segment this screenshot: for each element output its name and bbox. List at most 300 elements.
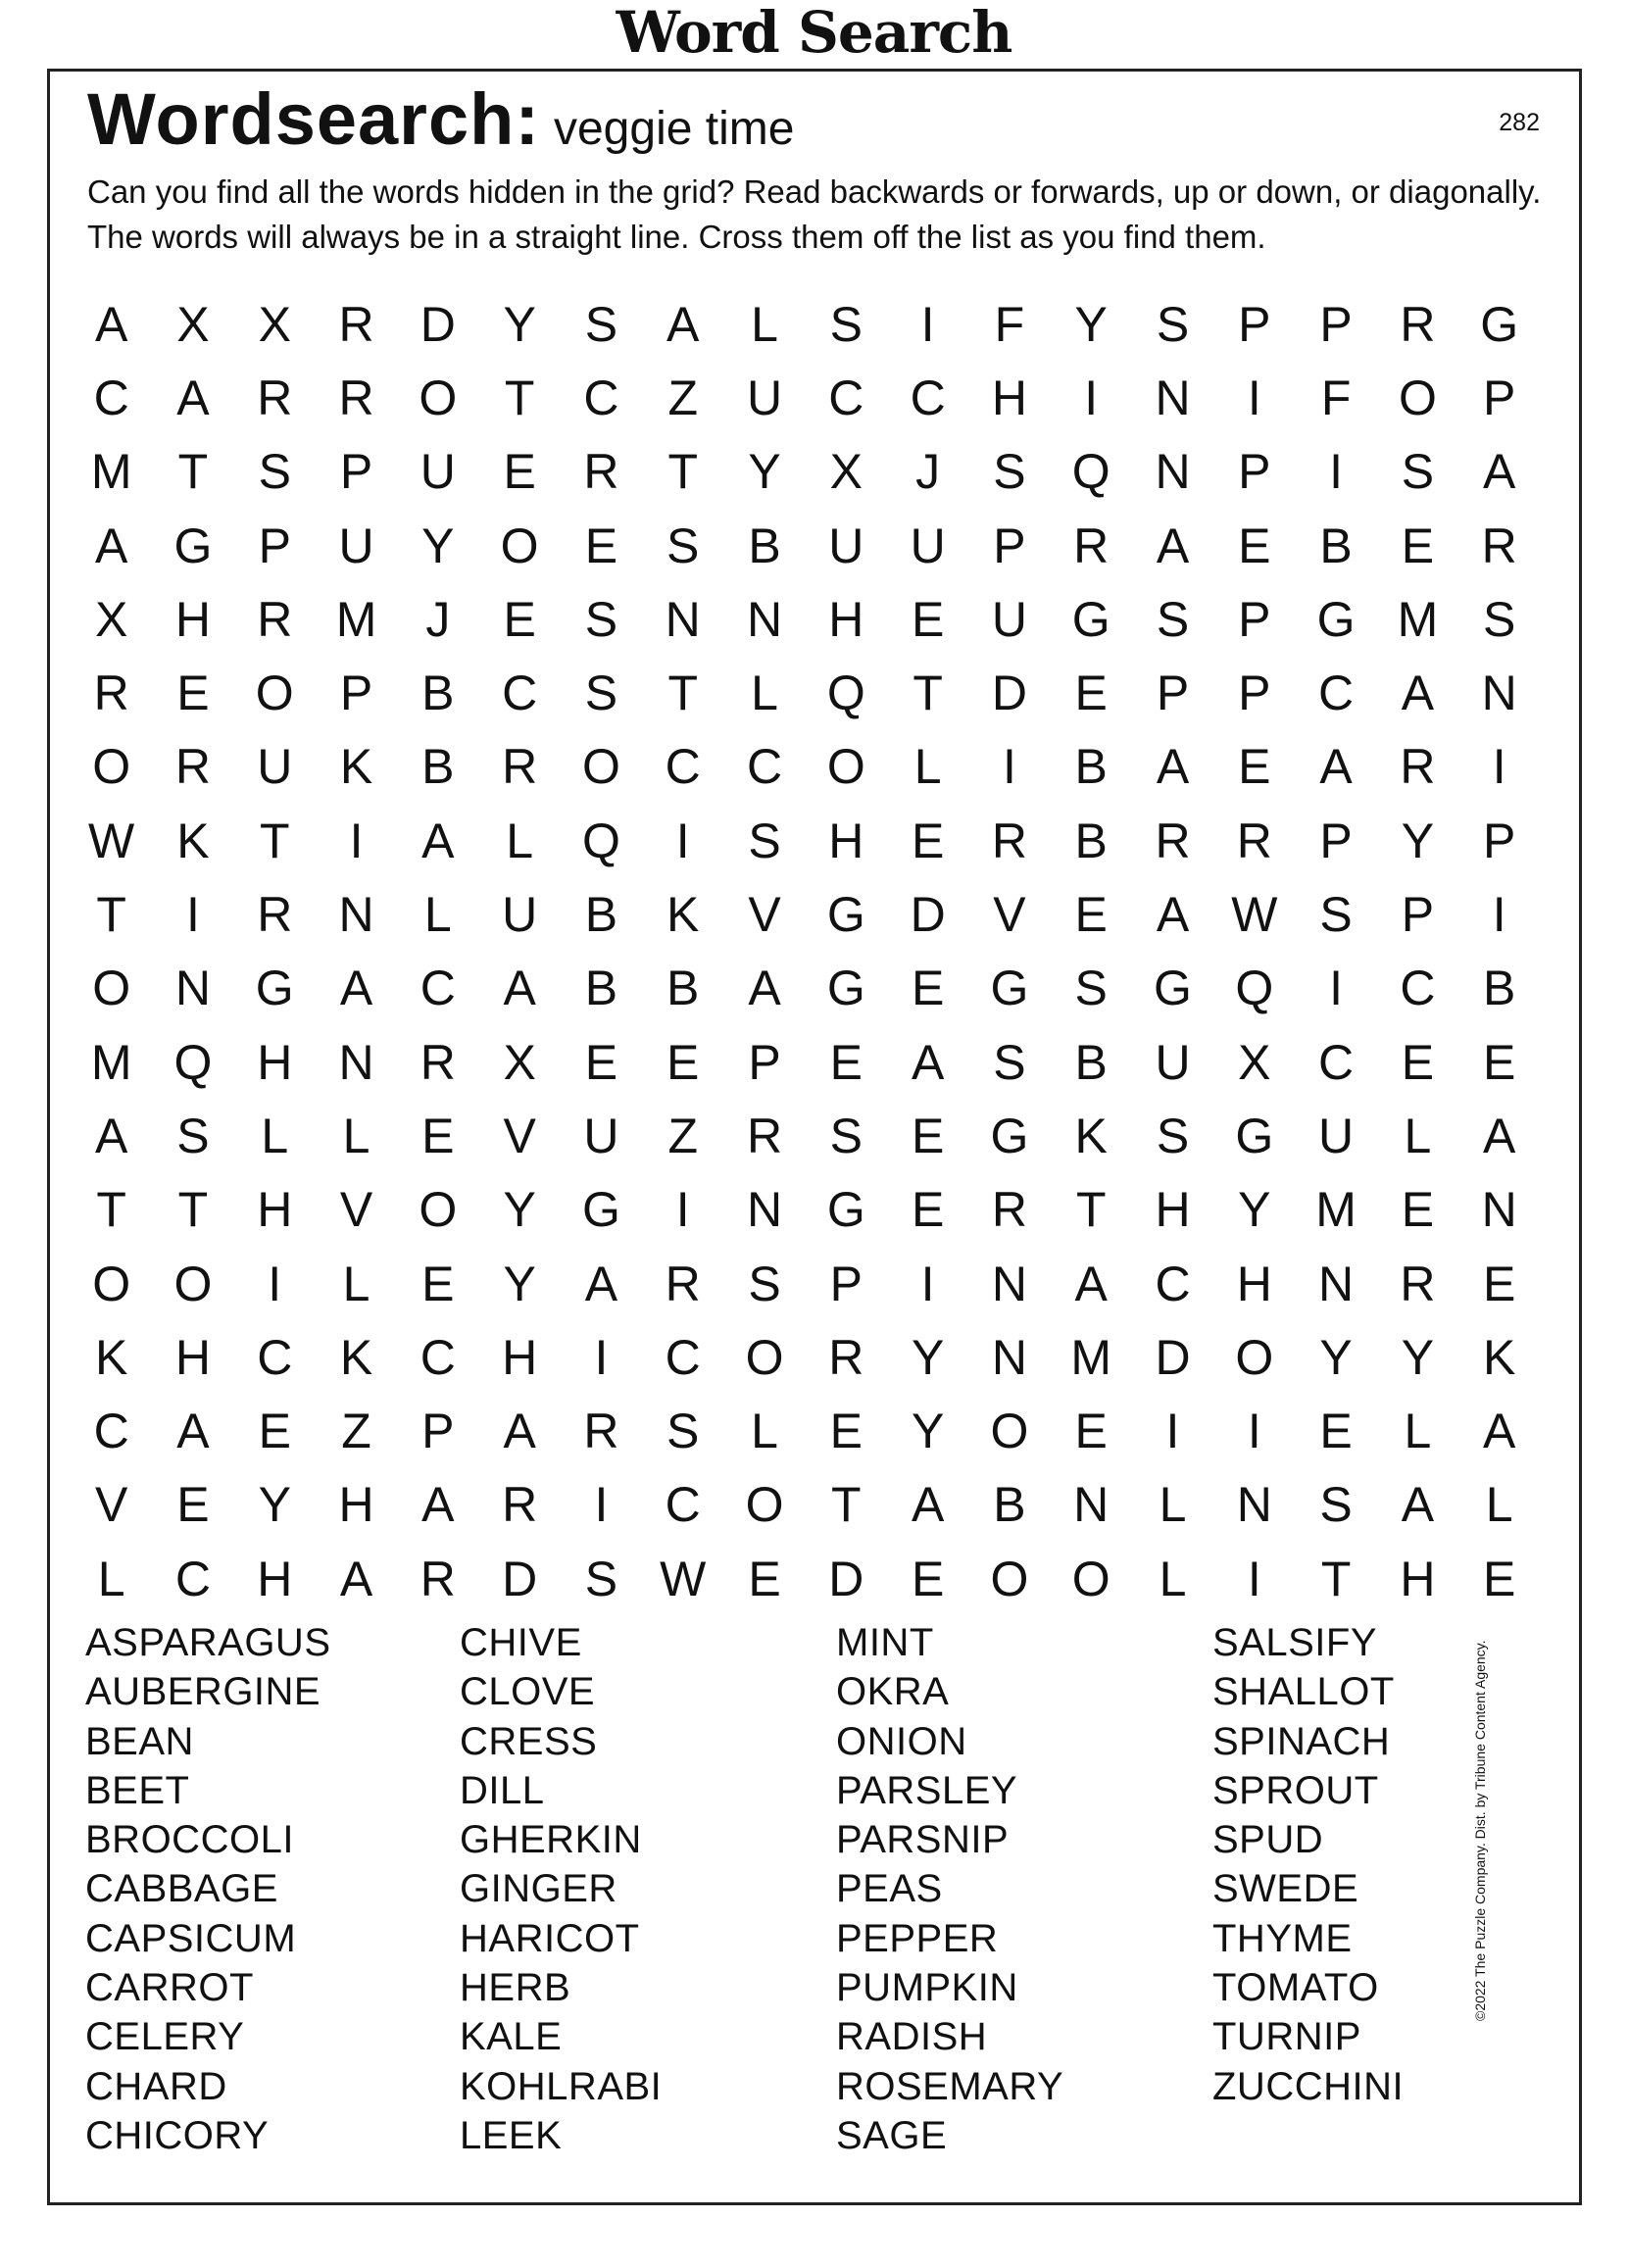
grid-cell[interactable]: R [257,591,293,647]
grid-cell[interactable]: I [1247,1551,1261,1606]
grid-cell[interactable]: N [746,1182,783,1238]
grid-cell[interactable]: N [991,1256,1027,1311]
grid-cell[interactable]: I [1492,739,1506,795]
grid-cell[interactable]: D [502,1551,538,1606]
grid-cell[interactable]: B [1074,1034,1108,1090]
grid-cell[interactable]: G [990,1108,1029,1163]
grid-cell[interactable]: R [1481,518,1517,573]
grid-cell[interactable]: S [584,591,618,647]
word-list-item[interactable]: AUBERGINE [85,1670,321,1714]
grid-cell[interactable]: T [1075,1182,1107,1238]
grid-cell[interactable]: O [990,1551,1029,1606]
grid-cell[interactable]: Z [667,370,698,425]
grid-cell[interactable]: L [1404,1404,1432,1459]
grid-cell[interactable]: L [751,1404,778,1459]
grid-cell[interactable]: R [419,1551,456,1606]
grid-cell[interactable]: B [1319,518,1353,573]
grid-cell[interactable]: E [584,518,618,573]
grid-cell[interactable]: L [342,1256,370,1311]
grid-cell[interactable]: T [913,666,943,721]
grid-cell[interactable]: G [173,518,213,573]
grid-cell[interactable]: P [1156,666,1190,721]
grid-cell[interactable]: D [1155,1329,1191,1385]
grid-cell[interactable]: R [991,1182,1027,1238]
word-list-item[interactable]: CAPSICUM [85,1916,297,1960]
grid-cell[interactable]: Y [1074,296,1108,352]
grid-cell[interactable]: G [826,887,865,943]
grid-cell[interactable]: E [1319,1404,1353,1459]
grid-cell[interactable]: C [665,1477,701,1533]
grid-cell[interactable]: L [97,1551,125,1606]
grid-cell[interactable]: C [583,370,619,425]
grid-cell[interactable]: A [1401,666,1435,721]
grid-cell[interactable]: A [1483,1108,1516,1163]
word-list-item[interactable]: SALSIFY [1212,1621,1378,1664]
grid-cell[interactable]: L [423,887,452,943]
grid-cell[interactable]: Y [911,1329,945,1385]
grid-cell[interactable]: O [255,666,294,721]
grid-cell[interactable]: E [421,1256,455,1311]
grid-cell[interactable]: A [748,961,781,1016]
grid-cell[interactable]: Q [1235,961,1274,1016]
grid-cell[interactable]: M [1315,1182,1357,1238]
grid-cell[interactable]: I [1247,1404,1261,1459]
grid-cell[interactable]: V [94,1477,128,1533]
grid-cell[interactable]: N [991,1329,1027,1385]
grid-cell[interactable]: X [258,296,291,352]
grid-cell[interactable]: Y [258,1477,291,1533]
grid-cell[interactable]: N [1481,1182,1517,1238]
grid-cell[interactable]: T [504,370,535,425]
grid-cell[interactable]: O [173,1256,213,1311]
grid-cell[interactable]: T [259,813,290,868]
grid-cell[interactable]: T [96,887,126,943]
grid-cell[interactable]: M [1397,591,1439,647]
grid-cell[interactable]: E [1074,666,1108,721]
grid-cell[interactable]: G [255,961,294,1016]
word-list-item[interactable]: KOHLRABI [460,2064,663,2108]
grid-cell[interactable]: E [1074,1404,1108,1459]
grid-cell[interactable]: L [913,739,942,795]
grid-cell[interactable]: K [1074,1108,1108,1163]
grid-cell[interactable]: Y [748,444,781,500]
grid-cell[interactable]: D [910,887,946,943]
grid-cell[interactable]: C [910,370,946,425]
word-list-item[interactable]: PEAS [836,1867,943,1911]
grid-cell[interactable]: N [1155,444,1191,500]
grid-cell[interactable]: E [1238,739,1271,795]
grid-cell[interactable]: E [503,591,536,647]
grid-cell[interactable]: R [583,444,619,500]
grid-cell[interactable]: C [257,1329,293,1385]
grid-cell[interactable]: P [1238,666,1271,721]
grid-cell[interactable]: S [584,1551,618,1606]
grid-cell[interactable]: S [748,813,781,868]
grid-cell[interactable]: M [335,591,377,647]
grid-cell[interactable]: R [174,739,211,795]
grid-cell[interactable]: K [1483,1329,1516,1385]
word-list-item[interactable]: PARSLEY [836,1768,1018,1812]
grid-cell[interactable]: E [1483,1551,1516,1606]
grid-cell[interactable]: P [1401,887,1435,943]
grid-cell[interactable]: A [94,518,128,573]
word-list-item[interactable]: RADISH [836,2015,988,2059]
word-list-item[interactable]: CARROT [85,1966,254,2010]
grid-cell[interactable]: M [90,1034,132,1090]
grid-cell[interactable]: D [991,666,1027,721]
word-list-item[interactable]: GHERKIN [460,1818,642,1862]
grid-cell[interactable]: R [665,1256,701,1311]
grid-cell[interactable]: E [829,1034,863,1090]
grid-cell[interactable]: C [1318,1034,1355,1090]
grid-cell[interactable]: E [503,444,536,500]
grid-cell[interactable]: M [90,444,132,500]
grid-cell[interactable]: B [1074,813,1108,868]
grid-cell[interactable]: H [338,1477,374,1533]
grid-cell[interactable]: T [831,1477,862,1533]
grid-cell[interactable]: Q [1071,444,1110,500]
grid-cell[interactable]: V [993,887,1026,943]
grid-cell[interactable]: P [1238,296,1271,352]
grid-cell[interactable]: T [667,666,698,721]
grid-cell[interactable]: V [503,1108,536,1163]
grid-cell[interactable]: U [746,370,783,425]
grid-cell[interactable]: H [828,813,864,868]
grid-cell[interactable]: B [584,961,618,1016]
grid-cell[interactable]: A [176,1404,210,1459]
word-list-item[interactable]: BROCCOLI [85,1818,294,1862]
grid-cell[interactable]: A [1483,1404,1516,1459]
grid-cell[interactable]: I [1247,370,1261,425]
grid-cell[interactable]: A [584,1256,618,1311]
grid-cell[interactable]: B [666,961,700,1016]
word-list-item[interactable]: CHARD [85,2064,227,2108]
grid-cell[interactable]: O [1071,1551,1110,1606]
grid-cell[interactable]: I [1329,961,1344,1016]
grid-cell[interactable]: I [1084,370,1099,425]
word-list-item[interactable]: CHICORY [85,2113,270,2157]
grid-cell[interactable]: R [1400,296,1436,352]
grid-cell[interactable]: K [666,887,700,943]
grid-cell[interactable]: T [96,1182,126,1238]
grid-cell[interactable]: N [1155,370,1191,425]
grid-cell[interactable]: I [1492,887,1506,943]
grid-cell[interactable]: E [258,1404,291,1459]
grid-cell[interactable]: X [829,444,863,500]
grid-cell[interactable]: U [338,518,374,573]
grid-cell[interactable]: R [338,370,374,425]
grid-cell[interactable]: N [338,887,374,943]
grid-cell[interactable]: E [911,591,945,647]
grid-cell[interactable]: P [1483,370,1516,425]
word-list-item[interactable]: TOMATO [1212,1966,1379,2010]
grid-cell[interactable]: R [338,296,374,352]
grid-cell[interactable]: O [826,739,865,795]
grid-cell[interactable]: R [746,1108,783,1163]
grid-cell[interactable]: T [177,1182,209,1238]
grid-cell[interactable]: O [581,739,620,795]
grid-cell[interactable]: R [1400,739,1436,795]
grid-cell[interactable]: S [829,296,863,352]
grid-cell[interactable]: I [185,887,200,943]
word-list-item[interactable]: GINGER [460,1867,617,1911]
grid-cell[interactable]: C [828,370,864,425]
grid-cell[interactable]: L [751,296,778,352]
grid-cell[interactable]: U [257,739,293,795]
grid-cell[interactable]: S [1319,1477,1353,1533]
grid-cell[interactable]: S [1156,296,1190,352]
grid-cell[interactable]: C [665,1329,701,1385]
grid-cell[interactable]: P [1483,813,1516,868]
grid-cell[interactable]: K [339,1329,373,1385]
grid-cell[interactable]: S [993,1034,1026,1090]
word-list-item[interactable]: ONION [836,1719,967,1763]
grid-cell[interactable]: A [339,1551,373,1606]
word-list-item[interactable]: OKRA [836,1670,950,1714]
grid-cell[interactable]: W [88,813,135,868]
grid-cell[interactable]: C [1155,1256,1191,1311]
grid-cell[interactable]: G [1316,591,1356,647]
grid-cell[interactable]: R [1073,518,1110,573]
grid-cell[interactable]: G [1154,961,1192,1016]
word-list-item[interactable]: HERB [460,1966,571,2010]
grid-cell[interactable]: H [991,370,1027,425]
word-list-item[interactable]: ROSEMARY [836,2064,1064,2108]
grid-cell[interactable]: E [1401,1034,1435,1090]
grid-cell[interactable]: Q [173,1034,213,1090]
word-list-item[interactable]: LEEK [460,2113,563,2157]
grid-cell[interactable]: S [1483,591,1516,647]
grid-cell[interactable]: B [1483,961,1516,1016]
grid-cell[interactable]: B [1074,739,1108,795]
grid-cell[interactable]: S [258,444,291,500]
grid-cell[interactable]: P [1238,591,1271,647]
grid-cell[interactable]: O [419,370,458,425]
grid-cell[interactable]: L [261,1108,289,1163]
word-list-item[interactable]: SPROUT [1212,1768,1379,1812]
grid-cell[interactable]: Y [421,518,455,573]
grid-cell[interactable]: H [502,1329,538,1385]
grid-cell[interactable]: Z [341,1404,371,1459]
grid-cell[interactable]: A [1074,1256,1108,1311]
word-list-item[interactable]: SPINACH [1212,1719,1391,1763]
grid-cell[interactable]: R [502,739,538,795]
grid-cell[interactable]: G [1480,296,1519,352]
grid-cell[interactable]: U [910,518,946,573]
grid-cell[interactable]: S [829,1108,863,1163]
grid-cell[interactable]: I [268,1256,282,1311]
grid-cell[interactable]: A [1156,887,1190,943]
word-list-item[interactable]: BEET [85,1768,190,1812]
grid-cell[interactable]: H [257,1182,293,1238]
word-list-item[interactable]: MINT [836,1621,934,1664]
grid-cell[interactable]: U [991,591,1027,647]
grid-cell[interactable]: Y [503,1256,536,1311]
grid-cell[interactable]: E [911,961,945,1016]
grid-cell[interactable]: S [1319,887,1353,943]
grid-cell[interactable]: R [991,813,1027,868]
word-list-item[interactable]: CRESS [460,1719,598,1763]
grid-cell[interactable]: A [1319,739,1353,795]
word-list-item[interactable]: HARICOT [460,1916,640,1960]
grid-cell[interactable]: Y [503,296,536,352]
grid-cell[interactable]: P [748,1034,781,1090]
word-list-item[interactable]: ASPARAGUS [85,1621,331,1664]
grid-cell[interactable]: E [829,1404,863,1459]
grid-cell[interactable]: T [177,444,209,500]
grid-cell[interactable]: A [421,813,455,868]
grid-cell[interactable]: H [828,591,864,647]
grid-cell[interactable]: R [419,1034,456,1090]
word-list-item[interactable]: DILL [460,1768,545,1812]
grid-cell[interactable]: L [506,813,534,868]
grid-cell[interactable]: E [911,813,945,868]
grid-cell[interactable]: L [1404,1108,1432,1163]
grid-cell[interactable]: K [339,739,373,795]
grid-cell[interactable]: C [419,1329,456,1385]
grid-cell[interactable]: A [666,296,700,352]
grid-cell[interactable]: H [257,1551,293,1606]
grid-cell[interactable]: S [1074,961,1108,1016]
grid-cell[interactable]: G [826,1182,865,1238]
grid-cell[interactable]: I [349,813,364,868]
grid-cell[interactable]: L [1159,1477,1187,1533]
grid-cell[interactable]: S [748,1256,781,1311]
grid-cell[interactable]: S [1156,591,1190,647]
grid-cell[interactable]: I [920,1256,935,1311]
grid-cell[interactable]: N [746,591,783,647]
grid-cell[interactable]: E [1483,1256,1516,1311]
word-list-item[interactable]: CABBAGE [85,1867,278,1911]
grid-cell[interactable]: G [826,961,865,1016]
grid-cell[interactable]: O [500,518,539,573]
grid-cell[interactable]: P [339,666,373,721]
grid-cell[interactable]: P [1319,296,1353,352]
grid-cell[interactable]: N [1318,1256,1355,1311]
grid-cell[interactable]: E [1401,1182,1435,1238]
grid-cell[interactable]: B [421,666,455,721]
grid-cell[interactable]: R [502,1477,538,1533]
grid-cell[interactable]: B [748,518,781,573]
grid-cell[interactable]: C [1318,666,1355,721]
grid-cell[interactable]: E [1483,1034,1516,1090]
grid-cell[interactable]: X [1238,1034,1271,1090]
grid-cell[interactable]: L [342,1108,370,1163]
grid-cell[interactable]: R [1236,813,1272,868]
grid-cell[interactable]: X [176,296,210,352]
grid-cell[interactable]: K [94,1329,128,1385]
grid-cell[interactable]: M [1070,1329,1112,1385]
word-list-item[interactable]: BEAN [85,1719,194,1763]
grid-cell[interactable]: P [993,518,1026,573]
grid-cell[interactable]: V [339,1182,373,1238]
grid-cell[interactable]: A [94,1108,128,1163]
grid-cell[interactable]: N [1073,1477,1110,1533]
grid-cell[interactable]: N [174,961,211,1016]
grid-cell[interactable]: V [748,887,781,943]
grid-cell[interactable]: G [581,1182,620,1238]
grid-cell[interactable]: Q [581,813,620,868]
grid-cell[interactable]: H [1400,1551,1436,1606]
grid-cell[interactable]: I [594,1329,609,1385]
grid-cell[interactable]: A [911,1477,945,1533]
grid-cell[interactable]: P [421,1404,455,1459]
word-list-item[interactable]: PARSNIP [836,1818,1010,1862]
grid-cell[interactable]: A [421,1477,455,1533]
grid-cell[interactable]: S [584,296,618,352]
grid-cell[interactable]: O [745,1329,784,1385]
grid-cell[interactable]: C [665,739,701,795]
grid-cell[interactable]: O [92,1256,131,1311]
grid-cell[interactable]: X [94,591,128,647]
grid-cell[interactable]: C [174,1551,211,1606]
grid-cell[interactable]: Y [1238,1182,1271,1238]
grid-cell[interactable]: A [339,961,373,1016]
grid-cell[interactable]: E [176,666,210,721]
grid-cell[interactable]: W [660,1551,707,1606]
grid-cell[interactable]: T [1320,1551,1352,1606]
grid-cell[interactable]: S [584,666,618,721]
grid-cell[interactable]: S [666,518,700,573]
grid-cell[interactable]: N [1481,666,1517,721]
grid-cell[interactable]: O [419,1182,458,1238]
word-list-item[interactable]: CLOVE [460,1670,596,1714]
word-list-item[interactable]: KALE [460,2015,563,2059]
grid-cell[interactable]: B [993,1477,1026,1533]
grid-cell[interactable]: R [828,1329,864,1385]
grid-cell[interactable]: F [994,296,1025,352]
grid-cell[interactable]: A [1401,1477,1435,1533]
word-list-item[interactable]: TURNIP [1212,2015,1361,2059]
grid-cell[interactable]: E [584,1034,618,1090]
grid-cell[interactable]: Y [1319,1329,1353,1385]
grid-cell[interactable]: P [258,518,291,573]
grid-cell[interactable]: L [751,666,778,721]
grid-cell[interactable]: O [1235,1329,1274,1385]
grid-cell[interactable]: C [746,739,783,795]
grid-cell[interactable]: A [1483,444,1516,500]
grid-cell[interactable]: R [257,887,293,943]
grid-cell[interactable]: H [174,1329,211,1385]
grid-cell[interactable]: U [419,444,456,500]
grid-cell[interactable]: I [594,1477,609,1533]
word-list-item[interactable]: SHALLOT [1212,1670,1395,1714]
grid-cell[interactable]: P [1238,444,1271,500]
grid-cell[interactable]: R [93,666,129,721]
word-list-item[interactable]: CHIVE [460,1621,582,1664]
grid-cell[interactable]: O [92,739,131,795]
grid-cell[interactable]: H [257,1034,293,1090]
grid-cell[interactable]: W [1231,887,1278,943]
grid-cell[interactable]: I [1329,444,1344,500]
grid-cell[interactable]: Y [911,1404,945,1459]
grid-cell[interactable]: S [176,1108,210,1163]
grid-cell[interactable]: L [1159,1551,1187,1606]
grid-cell[interactable]: Z [667,1108,698,1163]
grid-cell[interactable]: C [93,370,129,425]
grid-cell[interactable]: Y [503,1182,536,1238]
grid-cell[interactable]: B [421,739,455,795]
grid-cell[interactable]: O [1398,370,1437,425]
grid-cell[interactable]: D [419,296,456,352]
word-list-item[interactable]: CELERY [85,2015,245,2059]
grid-cell[interactable]: R [1400,1256,1436,1311]
grid-cell[interactable]: R [257,370,293,425]
word-list-item[interactable]: SWEDE [1212,1867,1359,1911]
grid-cell[interactable]: D [828,1551,864,1606]
grid-cell[interactable]: G [990,961,1029,1016]
grid-cell[interactable]: E [176,1477,210,1533]
